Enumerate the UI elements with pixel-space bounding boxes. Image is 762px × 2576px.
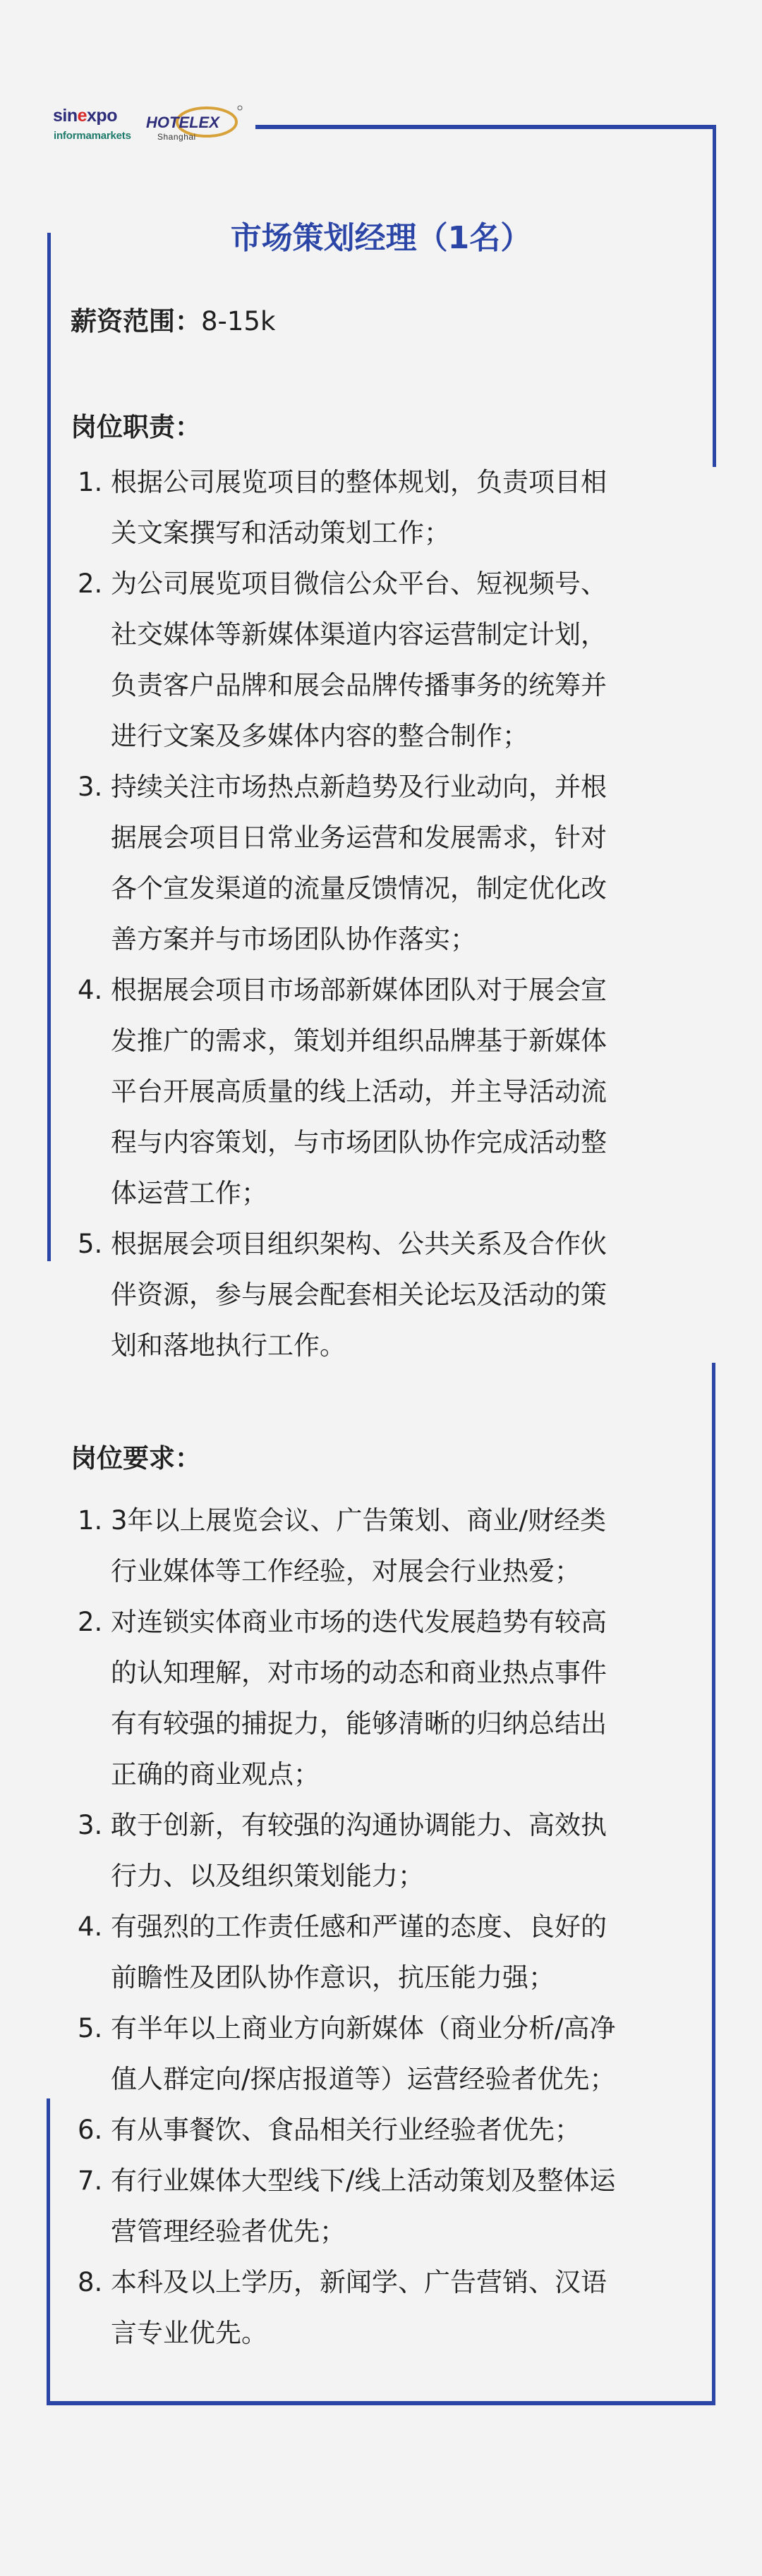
list-item (71, 1597, 691, 1800)
hotelex-city: Shanghai (157, 132, 196, 142)
page-title: 市场策划经理（1名） (230, 220, 532, 256)
list-item-number: 2. (78, 569, 103, 599)
list-item-line: 划和落地执行工作。 (111, 1330, 346, 1361)
list-item-line: 持续关注市场热点新趋势及行业动向，并根 (111, 772, 607, 802)
list-item-line: 平台开展高质量的线上活动，并主导活动流 (111, 1076, 607, 1107)
frame-right-lower-line (712, 1363, 715, 2405)
list-item (71, 1495, 691, 1597)
list-item-number: 4. (78, 1912, 103, 1942)
salary-range (71, 302, 275, 341)
list-item-line: 社交媒体等新媒体渠道内容运营制定计划， (111, 619, 607, 650)
requirements-heading: 岗位要求： (71, 1443, 201, 1474)
list-item-line: 有强烈的工作责任感和严谨的态度、良好的 (111, 1912, 607, 1942)
list-item-line: 行业媒体等工作经验，对展会行业热爱； (111, 1556, 581, 1586)
list-item-line: 正确的商业观点； (111, 1759, 320, 1790)
list-item-line: 体运营工作； (111, 1178, 267, 1208)
list-item-line: 有从事餐饮、食品相关行业经验者优先； (111, 2115, 581, 2145)
list-item-number: 5. (78, 1229, 103, 1259)
hotelex-wordmark: HOTELEX (146, 114, 219, 131)
responsibilities-heading: 岗位职责： (71, 412, 201, 442)
list-item (71, 1800, 691, 1902)
list-item-number: 3. (78, 772, 103, 802)
list-item (71, 1902, 691, 2003)
list-item (71, 762, 691, 965)
list-item-line: 据展会项目日常业务运营和发展需求，针对 (111, 822, 607, 853)
list-item-line: 关文案撰写和活动策划工作； (111, 518, 450, 548)
list-item (71, 2257, 691, 2359)
list-item-number: 2. (78, 1607, 103, 1637)
list-item-line: 营管理经验者优先； (111, 2216, 346, 2247)
list-item-line: 各个宣发渠道的流量反馈情况，制定优化改 (111, 873, 607, 904)
frame-left-lower-line (47, 2098, 50, 2405)
list-item-line: 负责客户品牌和展会品牌传播事务的统筹并 (111, 670, 607, 700)
sinexpo-wordmark: sinexpo (53, 106, 117, 126)
list-item-line: 根据展会项目组织架构、公共关系及合作伙 (111, 1229, 607, 1259)
informa-markets-wordmark: informamarkets (54, 130, 131, 142)
list-item (71, 1219, 691, 1371)
list-item-line: 有行业媒体大型线下/线上活动策划及整体运 (111, 2165, 616, 2196)
list-item-line: 程与内容策划，与市场团队协作完成活动整 (111, 1127, 607, 1158)
list-item-number: 5. (78, 2013, 103, 2043)
list-item-line: 进行文案及多媒体内容的整合制作； (111, 721, 528, 751)
frame-top-line (255, 125, 716, 129)
requirements-list (71, 1495, 691, 2359)
list-item-line: 根据公司展览项目的整体规划，负责项目相 (111, 467, 607, 497)
list-item-line: 本科及以上学历，新闻学、广告营销、汉语 (111, 2267, 607, 2297)
list-item-line: 有半年以上商业方向新媒体（商业分析/高净 (111, 2013, 616, 2043)
list-item-number: 4. (78, 975, 103, 1005)
list-item-number: 1. (78, 467, 103, 497)
list-item-number: 8. (78, 2267, 103, 2297)
list-item-line: 为公司展览项目微信公众平台、短视频号、 (111, 569, 607, 599)
list-item (71, 965, 691, 1219)
sinexpo-logo (53, 106, 145, 148)
list-item-line: 有有较强的捕捉力，能够清晰的归纳总结出 (111, 1708, 607, 1739)
list-item-line: 敢于创新，有较强的沟通协调能力、高效执 (111, 1810, 607, 1840)
list-item-line: 对连锁实体商业市场的迭代发展趋势有较高 (111, 1607, 607, 1637)
list-item (71, 2105, 691, 2156)
list-item-number: 1. (78, 1505, 103, 1536)
responsibilities-list (71, 457, 691, 1371)
list-item-line: 值人群定向/探店报道等）运营经验者优先； (111, 2064, 616, 2094)
salary-label: 薪资范围： (71, 306, 201, 336)
list-item-line: 3年以上展览会议、广告策划、商业/财经类 (111, 1505, 607, 1536)
frame-bottom-line (47, 2401, 715, 2405)
frame-left-upper-line (47, 233, 51, 1261)
list-item-line: 前瞻性及团队协作意识，抗压能力强； (111, 1962, 555, 1993)
list-item-line: 发推广的需求，策划并组织品牌基于新媒体 (111, 1026, 607, 1056)
list-item-line: 言专业优先。 (111, 2318, 267, 2348)
hotelex-logo (145, 101, 243, 146)
list-item-number: 6. (78, 2115, 103, 2145)
list-item (71, 457, 691, 559)
list-item-line: 根据展会项目市场部新媒体团队对于展会宣 (111, 975, 607, 1005)
list-item-line: 伴资源，参与展会配套相关论坛及活动的策 (111, 1280, 607, 1310)
list-item (71, 2003, 691, 2105)
list-item-line: 善方案并与市场团队协作落实； (111, 924, 476, 954)
list-item-line: 的认知理解，对市场的动态和商业热点事件 (111, 1658, 607, 1688)
frame-right-upper-line (713, 125, 716, 467)
list-item (71, 2156, 691, 2257)
list-item (71, 559, 691, 762)
list-item-number: 7. (78, 2165, 103, 2196)
list-item-number: 3. (78, 1810, 103, 1840)
list-item-line: 行力、以及组织策划能力； (111, 1861, 424, 1891)
salary-value: 8-15k (201, 306, 276, 336)
